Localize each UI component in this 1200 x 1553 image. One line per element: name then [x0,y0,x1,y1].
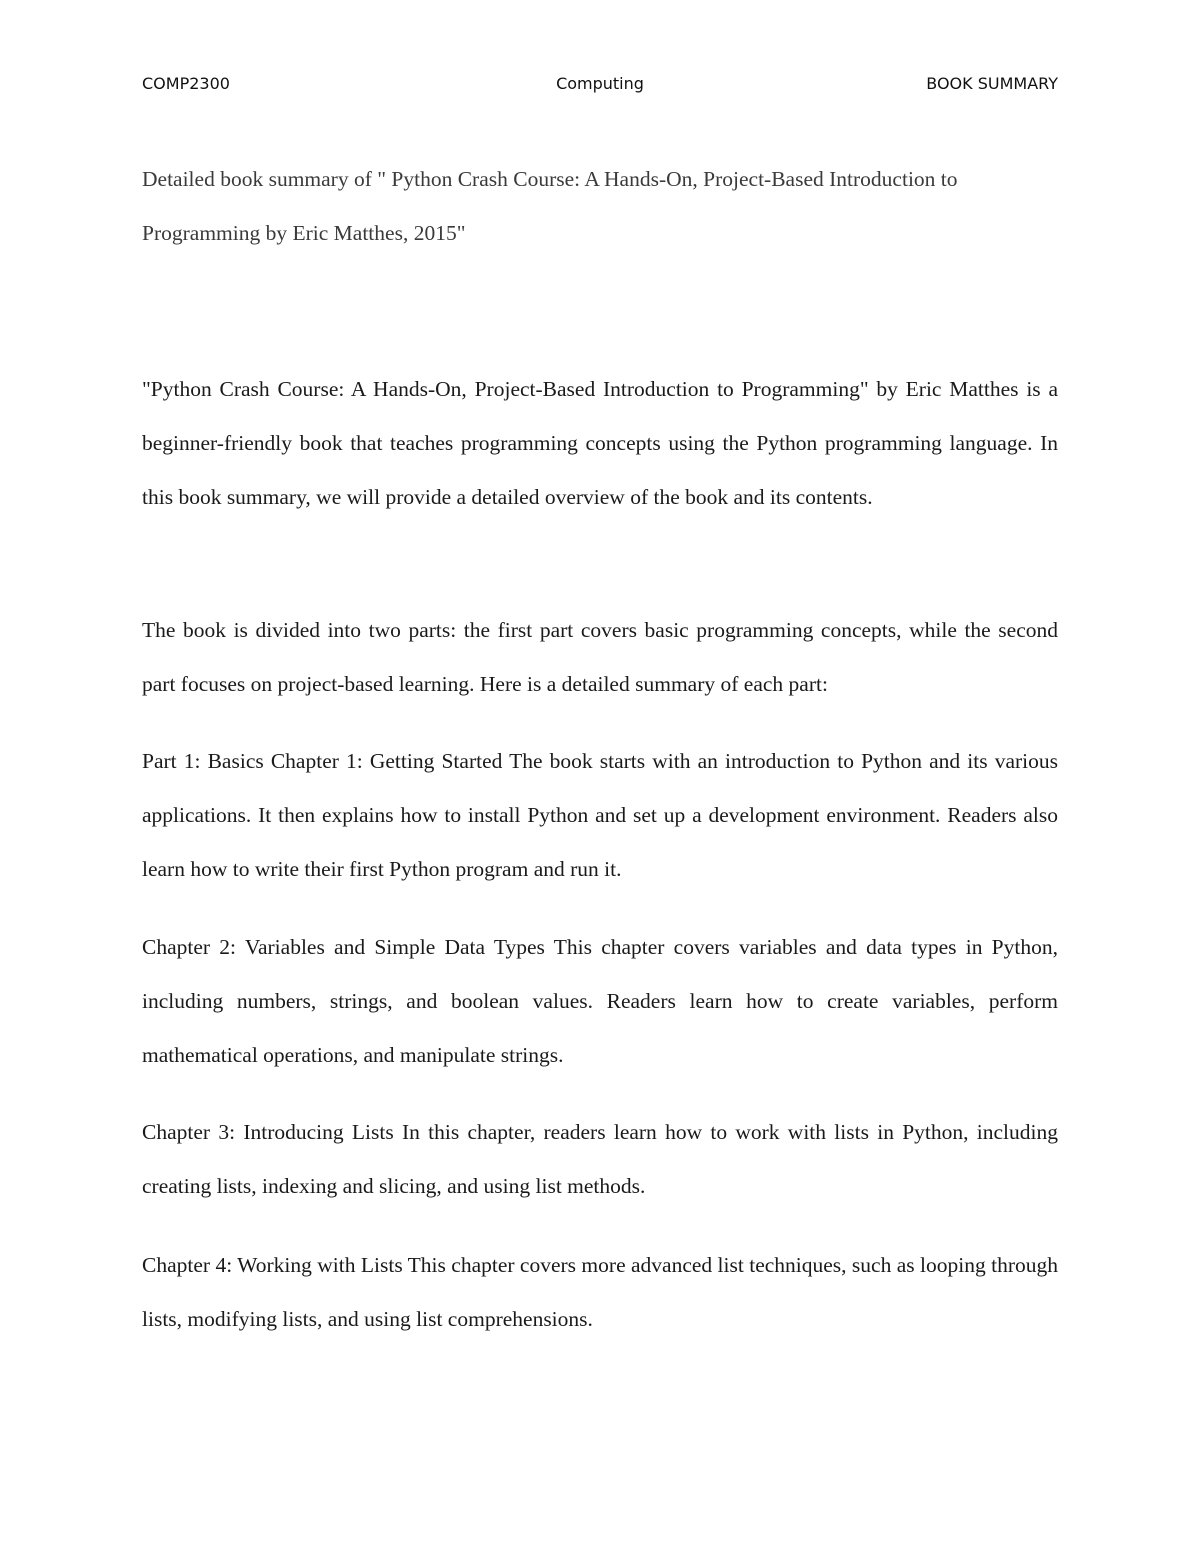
paragraph-structure: The book is divided into two parts: the first part covers basic programming concepts, while the second part focuses on project-based learning. Here is a detailed summary of each part: [142,618,1058,696]
header-subject: Computing [556,74,644,93]
paragraph-chapter-2: Chapter 2: Variables and Simple Data Types This chapter covers variables and data types in Python, including numbers, strings, and boolean values. Readers learn how to create variables, perform mathematical operations, and manipulate strings. [142,935,1058,1067]
paragraph-chapter-4: Chapter 4: Working with Lists This chapter covers more advanced list techniques, such as looping through lists, modifying lists, and using list comprehensions. [142,1253,1058,1331]
header-course-code: COMP2300 [142,74,230,93]
document-title: Detailed book summary of " Python Crash Course: A Hands-On, Project-Based Introduction to Programming by Eric Matthes, 2015" [142,167,958,245]
page-header [142,74,1058,98]
header-document-type: BOOK SUMMARY [926,74,1058,93]
paragraph-chapter-3: Chapter 3: Introducing Lists In this chapter, readers learn how to work with lists in Python, including creating lists, indexing and slicing, and using list methods. [142,1120,1058,1198]
paragraph-intro: "Python Crash Course: A Hands-On, Project-Based Introduction to Programming" by Eric Matthes is a beginner-friendly book that teaches programming concepts using the Python programming language. In this book summary, we will provide a detailed overview of the book and its contents. [142,377,1058,509]
paragraph-chapter-1: Part 1: Basics Chapter 1: Getting Started The book starts with an introduction to Python and its various applications. It then explains how to install Python and set up a development environment. Readers also learn how to write their first Python program and run it. [142,749,1058,881]
